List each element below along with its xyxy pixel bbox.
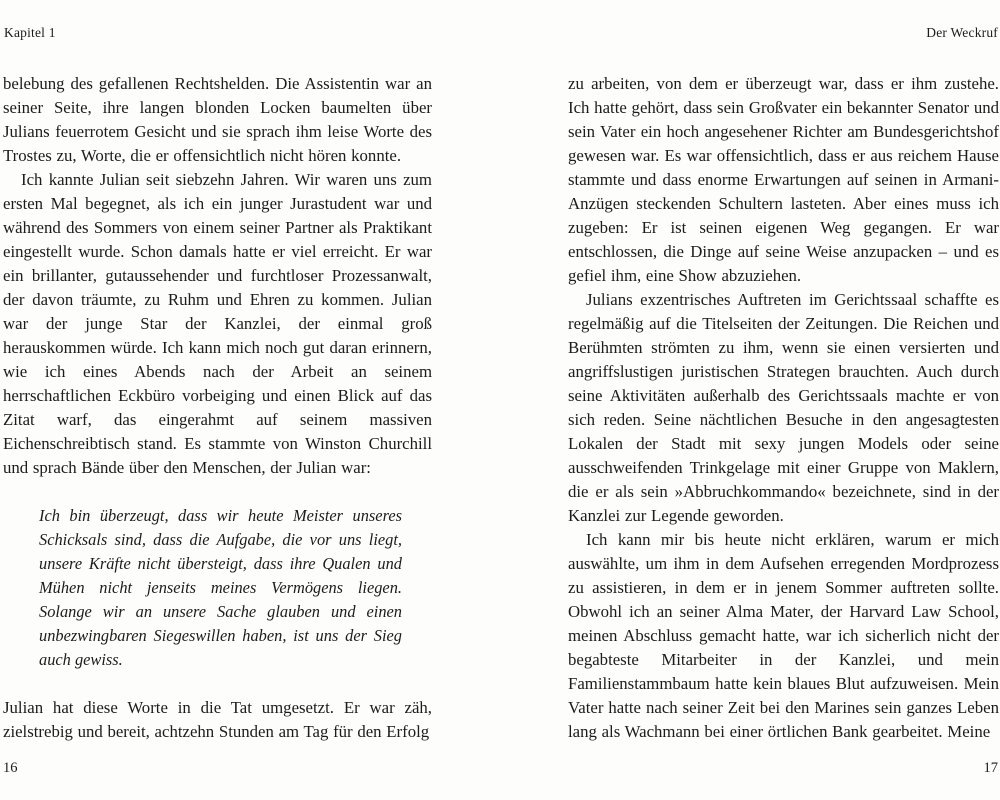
paragraph: belebung des gefallenen Rechtshelden. Die Assistentin war an seiner Seite, ihre langen blonden Locken baumelten über Julians feuerrotem Gesicht und sie sprach ihm leise Worte des Trostes zu, Worte, die er offensichtlich nicht hören konnte. — [3, 74, 432, 165]
page-number-left: 16 — [3, 760, 18, 776]
paragraph: Ich kann mir bis heute nicht erklären, warum er mich auswählte, um ihm in dem Aufsehen erregenden Mordprozess zu assistieren, in dem er in jenem Sommer auftreten sollte. Obwohl ich an seiner Alma Mater, der Harvard Law School, meinen Abschluss gemacht hatte, war ich sicherlich nicht der begabteste Mitarbeiter in der Kanzlei, und mein Familienstammbaum hatte kein blaues Blut aufzuweisen. Mein Vater hatte nach seiner Zeit bei den Marines sein ganzes Leben lang als Wachmann bei einer örtlichen Bank gearbeitet. Meine — [568, 530, 999, 741]
right-page — [568, 72, 999, 748]
running-header-section: Der Weckruf — [926, 25, 998, 40]
paragraph: zu arbeiten, von dem er überzeugt war, dass er ihm zustehe. Ich hatte gehört, dass sein Großvater ein bekannter Senator und sein Vater ein hoch angesehener Richter am Bundesgerichtshof gewesen war. Es war offensichtlich, dass er aus reichem Hause stammte und dass enorme Erwartungen auf seinen in Armani-Anzügen steckenden Schultern lasteten. Aber eines muss ich zugeben: Er ist seinen eigenen Weg gegangen. Er war entschlossen, die Dinge auf seine Weise anzupacken – und es gefiel ihm, eine Show abzuziehen. — [568, 74, 999, 285]
paragraph: Julians exzentrisches Auftreten im Gerichtssaal schaffte es regelmäßig auf die Titelseiten der Zeitungen. Die Reichen und Berühmten strömten zu ihm, wenn sie einen versierten und angriffslustigen juristischen Strategen brauchten. Auch durch seine Aktivitäten außerhalb des Gerichtssaals machte er von sich reden. Seine nächtlichen Besuche in den angesagtesten Lokalen der Stadt mit sexy jungen Models oder seine ausschweifenden Trinkgelage mit einer Gruppe von Maklern, die er als sein »Abbruchkommando« bezeichnete, sind in der Kanzlei zur Legende geworden. — [568, 290, 999, 525]
running-header — [4, 25, 998, 41]
churchill-quote: Ich bin überzeugt, dass wir heute Meister unseres Schicksals sind, dass die Aufgabe, die vor uns liegt, unsere Kräfte nicht übersteigt, dass ihre Qualen und Mühen nicht jenseits meines Vermögens liegen. Solange wir an unsere Sache glauben und einen unbezwingbaren Siegeswillen haben, ist uns der Sieg auch gewiss. — [39, 506, 402, 669]
left-page — [3, 72, 432, 748]
page-number-right: 17 — [983, 760, 998, 776]
paragraph: Julian hat diese Worte in die Tat umgesetzt. Er war zäh, zielstrebig und bereit, achtzehn Stunden am Tag für den Erfolg — [3, 698, 432, 741]
paragraph: Ich kannte Julian seit siebzehn Jahren. Wir waren uns zum ersten Mal begegnet, als ich ein junger Jurastudent war und während des Sommers von einem seiner Partner als Praktikant eingestellt wurde. Schon damals hatte er viel erreicht. Er war ein brillanter, gutaussehender und furchtloser Prozessanwalt, der davon träumte, zu Ruhm und Ehren zu kommen. Julian war der junge Star der Kanzlei, der einmal groß herauskommen würde. Ich kann mich noch gut daran erinnern, wie ich eines Abends nach der Arbeit an seinem herrschaftlichen Eckbüro vorbeiging und einen Blick auf das Zitat warf, das eingerahmt auf seinem massiven Eichenschreibtisch stand. Es stammte von Winston Churchill und sprach Bände über den Menschen, der Julian war: — [3, 170, 432, 477]
running-header-chapter: Kapitel 1 — [4, 25, 56, 40]
